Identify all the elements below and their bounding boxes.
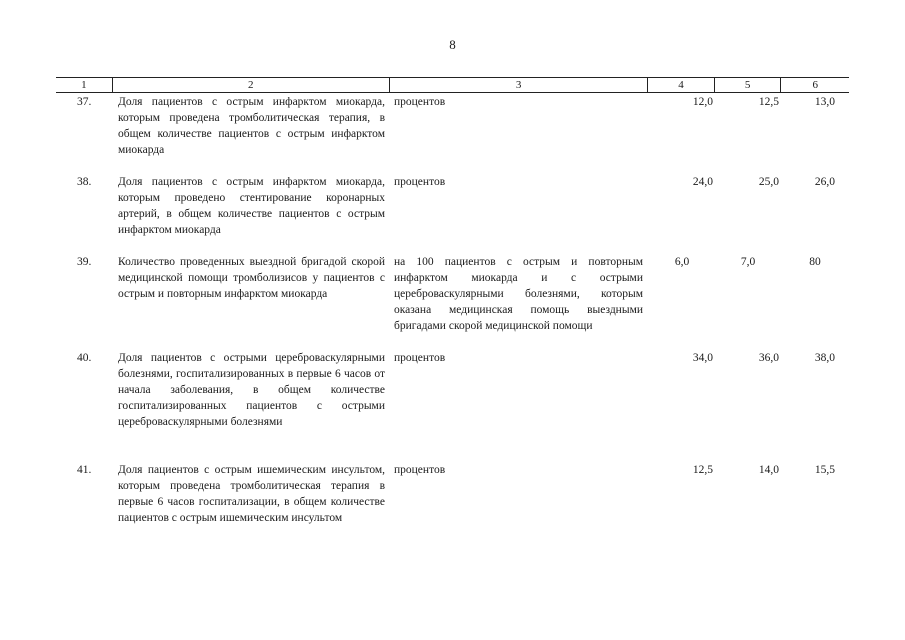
value-year-1: 24,0 — [692, 176, 713, 188]
table-header-row — [56, 77, 849, 93]
table-row — [56, 462, 849, 526]
table-row — [56, 254, 849, 334]
column-header-2: 2 — [112, 78, 389, 92]
indicator-name: Доля пациентов с острым инфарктом миокарда, которым проведена тромболитическая терапия, в общем количестве пациентов с острым инфарктом миокарда — [118, 96, 385, 156]
value-year-3: 80 — [809, 256, 821, 268]
value-year-2: 12,5 — [758, 96, 779, 108]
value-year-3: 15,5 — [814, 464, 835, 476]
row-number: 38. — [77, 176, 92, 188]
column-header-1: 1 — [81, 79, 87, 91]
value-year-2: 7,0 — [740, 256, 756, 268]
page-number: 8 — [449, 37, 456, 52]
value-year-1: 6,0 — [674, 256, 690, 268]
unit-of-measure: на 100 пациентов с острым и повторным инфарктом миокарда и с острыми цереброваскулярными болезнями, которым оказана медицинская помощь выездными бригадами скорой медицинской помощи — [394, 256, 643, 332]
row-number: 39. — [77, 256, 92, 268]
value-year-3: 26,0 — [814, 176, 835, 188]
column-header-5: 5 — [714, 78, 781, 92]
column-header-3: 3 — [389, 78, 647, 92]
value-year-2: 14,0 — [758, 464, 779, 476]
indicator-name: Количество проведенных выездной бригадой скорой медицинской помощи тромболизисов у пациентов с острым и повторным инфарктом миокарда — [118, 256, 385, 300]
value-year-3: 13,0 — [814, 96, 835, 108]
table-row — [56, 174, 849, 238]
unit-of-measure: процентов — [394, 352, 446, 364]
unit-of-measure: процентов — [394, 464, 446, 476]
value-year-1: 34,0 — [692, 352, 713, 364]
row-number: 40. — [77, 352, 92, 364]
row-number: 37. — [77, 96, 92, 108]
row-number: 41. — [77, 464, 92, 476]
value-year-3: 38,0 — [814, 352, 835, 364]
value-year-2: 36,0 — [758, 352, 779, 364]
unit-of-measure: процентов — [394, 176, 446, 188]
value-year-1: 12,5 — [692, 464, 713, 476]
value-year-2: 25,0 — [758, 176, 779, 188]
column-header-6: 6 — [780, 78, 849, 92]
indicator-name: Доля пациентов с острым ишемическим инсультом, которым проведена тромболитическая терапия в первые 6 часов госпитализации, в общем количестве пациентов с острым ишемическим инсультом — [118, 464, 385, 524]
indicator-name: Доля пациентов с острыми цереброваскулярными болезнями, госпитализированных в первые 6 часов от начала заболевания, в общем количестве госпитализированных пациентов с острыми цереброваскулярными болезнями — [118, 352, 385, 428]
indicators-table — [56, 77, 849, 524]
indicator-name: Доля пациентов с острым инфарктом миокарда, которым проведено стентирование коронарных артерий, в общем количестве пациентов с острым инфарктом миокарда — [118, 176, 385, 236]
column-header-4: 4 — [647, 78, 714, 92]
unit-of-measure: процентов — [394, 96, 446, 108]
value-year-1: 12,0 — [692, 96, 713, 108]
table-row — [56, 94, 849, 158]
table-row — [56, 350, 849, 430]
